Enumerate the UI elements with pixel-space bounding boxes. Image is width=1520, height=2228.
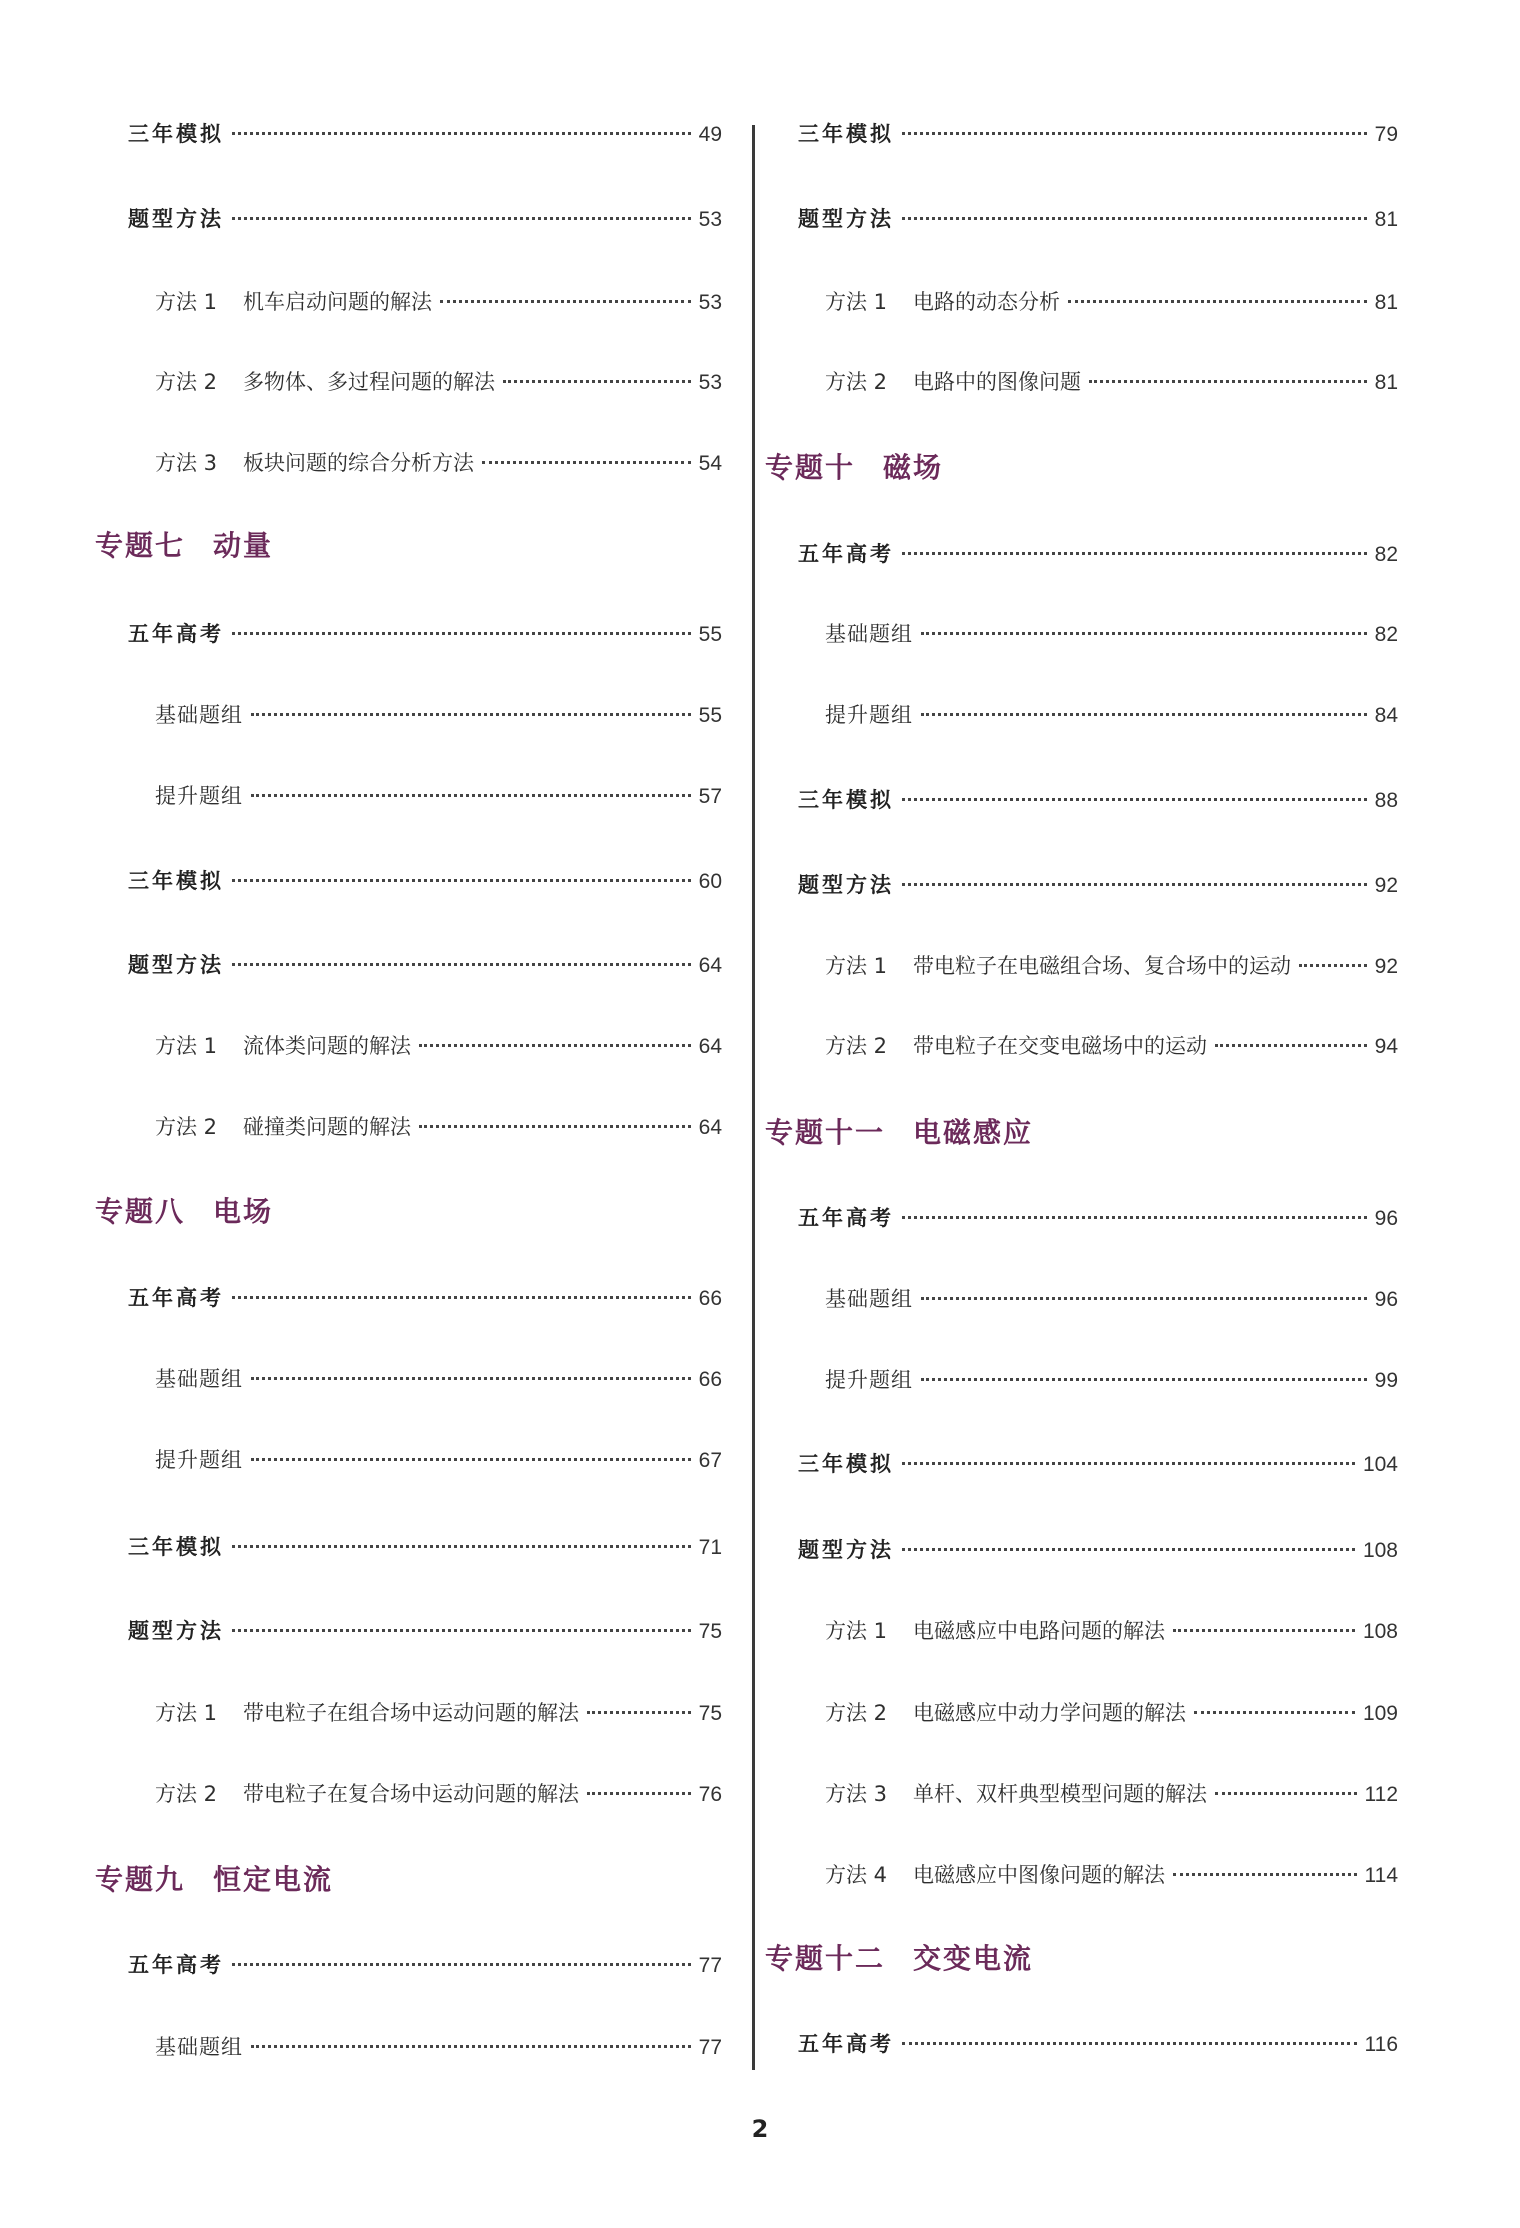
section-label: 三年模拟: [128, 869, 224, 893]
chapter-number: 专题九: [95, 1863, 186, 1896]
leader-dots: [921, 713, 1367, 716]
toc-entry[interactable]: [825, 1697, 1398, 1727]
page-ref: 66: [698, 1368, 722, 1391]
toc-entry[interactable]: [798, 118, 1398, 148]
leader-dots: [482, 461, 691, 464]
page-ref: 67: [698, 1449, 722, 1472]
method-label: 带电粒子在电磁组合场、复合场中的运动: [913, 954, 1291, 978]
toc-entry[interactable]: [128, 1615, 722, 1645]
page-ref: 108: [1362, 1539, 1398, 1562]
leader-dots: [902, 2042, 1357, 2045]
method-number: 方法 1: [155, 1701, 218, 1725]
page-ref: 114: [1364, 1864, 1398, 1887]
section-label: 题型方法: [798, 207, 894, 231]
page-ref: 76: [698, 1783, 722, 1806]
chapter-number: 专题十: [765, 451, 856, 484]
method-label: 板块问题的综合分析方法: [243, 451, 474, 475]
page-ref: 96: [1374, 1288, 1398, 1311]
toc-entry[interactable]: [155, 699, 722, 729]
toc-entry[interactable]: [825, 1615, 1398, 1645]
toc-entry[interactable]: [128, 949, 722, 979]
leader-dots: [902, 552, 1367, 555]
toc-entry[interactable]: [155, 1697, 722, 1727]
chapter-heading: [765, 1111, 1033, 1151]
page-ref: 94: [1374, 1035, 1398, 1058]
page-ref: 92: [1374, 874, 1398, 897]
section-label: 五年高考: [128, 1286, 224, 1310]
leader-dots: [232, 963, 691, 966]
leader-dots: [902, 1216, 1367, 1219]
toc-entry[interactable]: [155, 447, 722, 477]
subsection-label: 基础题组: [155, 703, 243, 727]
page-ref: 75: [698, 1702, 722, 1725]
page-ref: 53: [698, 371, 722, 394]
section-label: 题型方法: [798, 873, 894, 897]
leader-dots: [921, 1297, 1367, 1300]
section-label: 三年模拟: [798, 122, 894, 146]
method-label: 带电粒子在组合场中运动问题的解法: [243, 1701, 579, 1725]
method-label: 单杆、双杆典型模型问题的解法: [913, 1782, 1207, 1806]
toc-entry[interactable]: [128, 1282, 722, 1312]
subsection-label: 提升题组: [825, 703, 913, 727]
toc-entry[interactable]: [825, 950, 1398, 980]
section-label: 题型方法: [128, 207, 224, 231]
chapter-heading: [765, 446, 943, 486]
toc-entry[interactable]: [155, 2031, 722, 2061]
page-ref: 79: [1374, 123, 1398, 146]
method-number: 方法 1: [155, 290, 218, 314]
page-ref: 116: [1364, 2033, 1398, 2056]
toc-entry[interactable]: [798, 538, 1398, 568]
toc-entry[interactable]: [798, 1534, 1398, 1564]
page-ref: 55: [698, 704, 722, 727]
toc-entry[interactable]: [128, 203, 722, 233]
toc-entry[interactable]: [798, 203, 1398, 233]
leader-dots: [902, 883, 1367, 886]
toc-entry[interactable]: [155, 1444, 722, 1474]
page-number: 2: [751, 2115, 769, 2143]
section-label: 五年高考: [128, 622, 224, 646]
method-number: 方法 4: [825, 1863, 888, 1887]
leader-dots: [1299, 964, 1367, 967]
toc-entry[interactable]: [825, 1859, 1398, 1889]
leader-dots: [1215, 1044, 1367, 1047]
leader-dots: [251, 794, 691, 797]
section-label: 三年模拟: [128, 122, 224, 146]
page-ref: 64: [698, 1116, 722, 1139]
method-label: 电路的动态分析: [913, 290, 1060, 314]
leader-dots: [440, 300, 691, 303]
toc-entry[interactable]: [128, 1531, 722, 1561]
chapter-title: 电场: [213, 1195, 274, 1228]
toc-entry[interactable]: [155, 1111, 722, 1141]
toc-entry[interactable]: [798, 869, 1398, 899]
section-label: 三年模拟: [798, 788, 894, 812]
leader-dots: [419, 1044, 691, 1047]
leader-dots: [251, 2045, 691, 2048]
leader-dots: [232, 217, 691, 220]
method-number: 方法 2: [155, 1115, 218, 1139]
method-number: 方法 2: [155, 370, 218, 394]
section-label: 五年高考: [128, 1953, 224, 1977]
method-number: 方法 1: [825, 1619, 888, 1643]
chapter-title: 恒定电流: [213, 1863, 334, 1896]
subsection-label: 基础题组: [155, 2035, 243, 2059]
page-ref: 49: [698, 123, 722, 146]
method-number: 方法 2: [825, 370, 888, 394]
toc-entry[interactable]: [155, 1778, 722, 1808]
toc-entry[interactable]: [825, 1364, 1398, 1394]
method-number: 方法 3: [825, 1782, 888, 1806]
page-ref: 82: [1374, 543, 1398, 566]
chapter-heading: [95, 1190, 273, 1230]
section-label: 五年高考: [798, 542, 894, 566]
toc-entry[interactable]: [798, 2028, 1398, 2058]
toc-entry[interactable]: [155, 1030, 722, 1060]
toc-entry[interactable]: [128, 865, 722, 895]
leader-dots: [251, 713, 691, 716]
page-ref: 64: [698, 954, 722, 977]
method-number: 方法 2: [825, 1701, 888, 1725]
leader-dots: [587, 1792, 691, 1795]
method-number: 方法 2: [155, 1782, 218, 1806]
page-ref: 64: [698, 1035, 722, 1058]
leader-dots: [902, 132, 1367, 135]
page-ref: 60: [698, 870, 722, 893]
toc-entry[interactable]: [128, 118, 722, 148]
toc-entry[interactable]: [155, 286, 722, 316]
toc-entry[interactable]: [825, 1778, 1398, 1808]
section-label: 三年模拟: [798, 1452, 894, 1476]
page-ref: 71: [698, 1536, 722, 1559]
method-number: 方法 1: [825, 954, 888, 978]
section-label: 五年高考: [798, 1206, 894, 1230]
toc-entry[interactable]: [825, 618, 1398, 648]
leader-dots: [902, 217, 1367, 220]
page-ref: 82: [1374, 623, 1398, 646]
chapter-title: 交变电流: [913, 1942, 1034, 1975]
page-ref: 77: [698, 1954, 722, 1977]
leader-dots: [587, 1711, 691, 1714]
method-number: 方法 1: [825, 290, 888, 314]
leader-dots: [1173, 1629, 1355, 1632]
chapter-number: 专题十二: [765, 1942, 886, 1975]
page-ref: 108: [1362, 1620, 1398, 1643]
toc-right-column: [760, 0, 1520, 2228]
page-ref: 55: [698, 623, 722, 646]
leader-dots: [902, 1462, 1355, 1465]
toc-entry[interactable]: [155, 780, 722, 810]
method-number: 方法 3: [155, 451, 218, 475]
leader-dots: [251, 1377, 691, 1380]
leader-dots: [251, 1458, 691, 1461]
chapter-number: 专题七: [95, 529, 186, 562]
leader-dots: [921, 1378, 1367, 1381]
method-label: 电磁感应中图像问题的解法: [913, 1863, 1165, 1887]
leader-dots: [1173, 1873, 1357, 1876]
toc-entry[interactable]: [798, 1202, 1398, 1232]
method-label: 电磁感应中电路问题的解法: [913, 1619, 1165, 1643]
section-label: 三年模拟: [128, 1535, 224, 1559]
chapter-number: 专题八: [95, 1195, 186, 1228]
toc-entry[interactable]: [798, 1448, 1398, 1478]
subsection-label: 提升题组: [825, 1368, 913, 1392]
page-ref: 104: [1362, 1453, 1398, 1476]
leader-dots: [1194, 1711, 1355, 1714]
page-ref: 81: [1374, 291, 1398, 314]
section-label: 题型方法: [798, 1538, 894, 1562]
method-label: 碰撞类问题的解法: [243, 1115, 411, 1139]
toc-entry[interactable]: [825, 1283, 1398, 1313]
leader-dots: [1215, 1792, 1357, 1795]
section-label: 题型方法: [128, 1619, 224, 1643]
toc-entry[interactable]: [825, 286, 1398, 316]
method-number: 方法 2: [825, 1034, 888, 1058]
leader-dots: [419, 1125, 691, 1128]
page-ref: 109: [1362, 1702, 1398, 1725]
section-label: 五年高考: [798, 2032, 894, 2056]
subsection-label: 提升题组: [155, 1448, 243, 1472]
toc-entry[interactable]: [155, 1363, 722, 1393]
method-number: 方法 1: [155, 1034, 218, 1058]
page-ref: 84: [1374, 704, 1398, 727]
page-ref: 77: [698, 2036, 722, 2059]
leader-dots: [232, 1629, 691, 1632]
chapter-title: 磁场: [883, 451, 944, 484]
toc-entry[interactable]: [798, 784, 1398, 814]
page-ref: 99: [1374, 1369, 1398, 1392]
subsection-label: 基础题组: [825, 622, 913, 646]
method-label: 带电粒子在交变电磁场中的运动: [913, 1034, 1207, 1058]
chapter-heading: [765, 1937, 1033, 1977]
toc-entry[interactable]: [825, 699, 1398, 729]
leader-dots: [921, 632, 1367, 635]
leader-dots: [902, 798, 1367, 801]
subsection-label: 提升题组: [155, 784, 243, 808]
toc-entry[interactable]: [155, 366, 722, 396]
leader-dots: [1068, 300, 1367, 303]
chapter-heading: [95, 524, 273, 564]
page-ref: 75: [698, 1620, 722, 1643]
toc-left-column: [0, 0, 752, 2228]
page-ref: 112: [1364, 1783, 1398, 1806]
page-ref: 81: [1374, 208, 1398, 231]
page-ref: 81: [1374, 371, 1398, 394]
method-label: 流体类问题的解法: [243, 1034, 411, 1058]
toc-entry[interactable]: [128, 618, 722, 648]
leader-dots: [1089, 380, 1367, 383]
leader-dots: [232, 1963, 691, 1966]
leader-dots: [232, 1545, 691, 1548]
page-ref: 54: [698, 452, 722, 475]
section-label: 题型方法: [128, 953, 224, 977]
leader-dots: [232, 1296, 691, 1299]
leader-dots: [902, 1548, 1355, 1551]
toc-entry[interactable]: [825, 366, 1398, 396]
chapter-heading: [95, 1858, 333, 1898]
page-ref: 66: [698, 1287, 722, 1310]
leader-dots: [232, 632, 691, 635]
page-ref: 92: [1374, 955, 1398, 978]
method-label: 机车启动问题的解法: [243, 290, 432, 314]
subsection-label: 基础题组: [825, 1287, 913, 1311]
method-label: 电路中的图像问题: [913, 370, 1081, 394]
method-label: 带电粒子在复合场中运动问题的解法: [243, 1782, 579, 1806]
page-ref: 96: [1374, 1207, 1398, 1230]
leader-dots: [503, 380, 691, 383]
page-ref: 88: [1374, 789, 1398, 812]
page-ref: 53: [698, 291, 722, 314]
toc-entry[interactable]: [825, 1030, 1398, 1060]
page-ref: 57: [698, 785, 722, 808]
subsection-label: 基础题组: [155, 1367, 243, 1391]
toc-entry[interactable]: [128, 1949, 722, 1979]
method-label: 多物体、多过程问题的解法: [243, 370, 495, 394]
method-label: 电磁感应中动力学问题的解法: [913, 1701, 1186, 1725]
chapter-number: 专题十一: [765, 1116, 886, 1149]
chapter-title: 电磁感应: [913, 1116, 1034, 1149]
column-divider: [752, 125, 755, 2070]
page-ref: 53: [698, 208, 722, 231]
leader-dots: [232, 132, 691, 135]
leader-dots: [232, 879, 691, 882]
chapter-title: 动量: [213, 529, 274, 562]
